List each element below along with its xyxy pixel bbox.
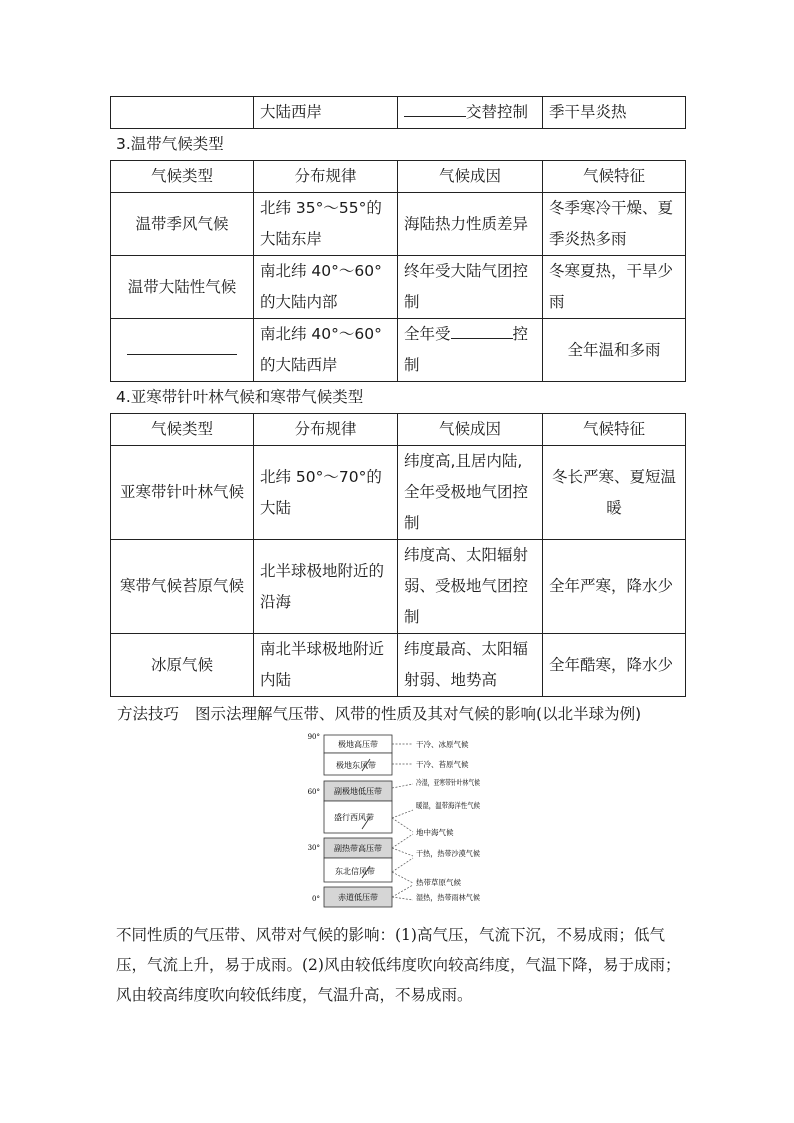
belt-label: 极地东风带 <box>336 761 376 770</box>
table-row <box>111 446 686 540</box>
latitude-label: 30° <box>307 844 320 852</box>
header-type: 气候类型 <box>111 161 254 193</box>
cell-cause: 全年受 控制 <box>398 319 543 382</box>
pressure-wind-belt-diagram <box>300 730 500 915</box>
latitude-label: 90° <box>307 733 320 741</box>
cell-type: 温带大陆性气候 <box>111 256 254 319</box>
cell-cause: 纬度高、太阳辐射弱、受极地气团控制 <box>398 540 543 634</box>
cell-feature: 冬长严寒、夏短温暖 <box>543 446 686 540</box>
cell-feature: 全年酷寒，降水少 <box>543 634 686 697</box>
section-3-heading: 3.温带气候类型 <box>116 135 224 153</box>
cell-type: 亚寒带针叶林气候 <box>111 446 254 540</box>
header-distribution: 分布规律 <box>254 414 398 446</box>
cell-type: 温带季风气候 <box>111 193 254 256</box>
cell-type: 寒带气候苔原气候 <box>111 540 254 634</box>
cell-distribution: 北半球极地附近的沿海 <box>254 540 398 634</box>
fill-blank <box>404 98 466 117</box>
cell-distribution: 北纬 35°～55°的大陆东岸 <box>254 193 398 256</box>
header-cause: 气候成因 <box>398 414 543 446</box>
cell-cause: 纬度最高、太阳辐射弱、地势高 <box>398 634 543 697</box>
header-cause: 气候成因 <box>398 161 543 193</box>
cell-feature: 全年严寒，降水少 <box>543 540 686 634</box>
fill-blank <box>127 336 237 355</box>
cell-cause: 终年受大陆气团控制 <box>398 256 543 319</box>
cell-distribution: 南北半球极地附近内陆 <box>254 634 398 697</box>
cell-type: 冰原气候 <box>111 634 254 697</box>
leader-lines <box>392 744 413 900</box>
climate-label: 干冷、苔原气候 <box>416 760 469 769</box>
climate-label: 地中海气候 <box>416 828 454 837</box>
climate-label: 干热，热带沙漠气候 <box>416 849 484 858</box>
belt-label: 极地高压带 <box>338 740 378 749</box>
climate-label: 热带草原气候 <box>416 878 461 887</box>
belt-label: 副热带高压带 <box>334 844 382 853</box>
cell-feature: 全年温和多雨 <box>543 319 686 382</box>
climate-label: 湿热，热带雨林气候 <box>416 893 484 902</box>
fill-blank <box>451 320 513 339</box>
table-row <box>111 256 686 319</box>
method-title: 图示法理解气压带、风带的性质及其对气候的影响(以北半球为例) <box>195 705 642 723</box>
cell-type <box>111 319 254 382</box>
header-type: 气候类型 <box>111 414 254 446</box>
table-header-row <box>111 161 686 193</box>
table-header-row <box>111 414 686 446</box>
cell-distribution: 南北纬 40°～60°的大陆内部 <box>254 256 398 319</box>
explanation-paragraph: 不同性质的气压带、风带对气候的影响：(1)高气压，气流下沉，不易成雨；低气压，气流上升，易于成雨。(2)风由较低纬度吹向较高纬度，气温下降，易于成雨；风由较高纬度吹向较低纬度，气温升高，不易成雨。 <box>116 926 681 1004</box>
belt-label: 东北信风带 <box>335 867 375 876</box>
climate-label: 冷湿，亚寒带针叶林气候 <box>416 778 499 787</box>
table-row <box>111 634 686 697</box>
cell-feature: 季干旱炎热 <box>543 97 686 129</box>
cell-feature: 冬寒夏热，干旱少雨 <box>543 256 686 319</box>
cell-distribution: 南北纬 40°～60°的大陆西岸 <box>254 319 398 382</box>
header-feature: 气候特征 <box>543 161 686 193</box>
temperate-climate-table <box>110 160 686 382</box>
table-row <box>111 319 686 382</box>
method-tag: 方法技巧 <box>117 705 180 723</box>
cell-distribution: 北纬 50°～70°的大陆 <box>254 446 398 540</box>
climate-label: 干冷、冰原气候 <box>416 740 469 749</box>
section-4-heading: 4.亚寒带针叶林气候和寒带气候类型 <box>116 388 364 406</box>
cold-climate-table <box>110 413 686 697</box>
cell-feature: 冬季寒冷干燥、夏季炎热多雨 <box>543 193 686 256</box>
method-tip-line <box>117 703 641 725</box>
belt-label: 盛行西风带 <box>334 813 374 822</box>
cell-cause: 纬度高,且居内陆,全年受极地气团控制 <box>398 446 543 540</box>
belt-label: 赤道低压带 <box>338 893 378 902</box>
cell-cause: 交替控制 <box>398 97 543 129</box>
cell-cause: 海陆热力性质差异 <box>398 193 543 256</box>
table-row <box>111 193 686 256</box>
header-distribution: 分布规律 <box>254 161 398 193</box>
continued-table <box>110 96 686 129</box>
latitude-label: 0° <box>312 895 320 903</box>
cell-type <box>111 97 254 129</box>
climate-label: 暖湿，温带海洋性气候 <box>416 801 491 810</box>
header-feature: 气候特征 <box>543 414 686 446</box>
belt-label: 副极地低压带 <box>334 787 382 796</box>
cell-distribution: 大陆西岸 <box>254 97 398 129</box>
table-row <box>111 540 686 634</box>
latitude-label: 60° <box>307 788 320 796</box>
